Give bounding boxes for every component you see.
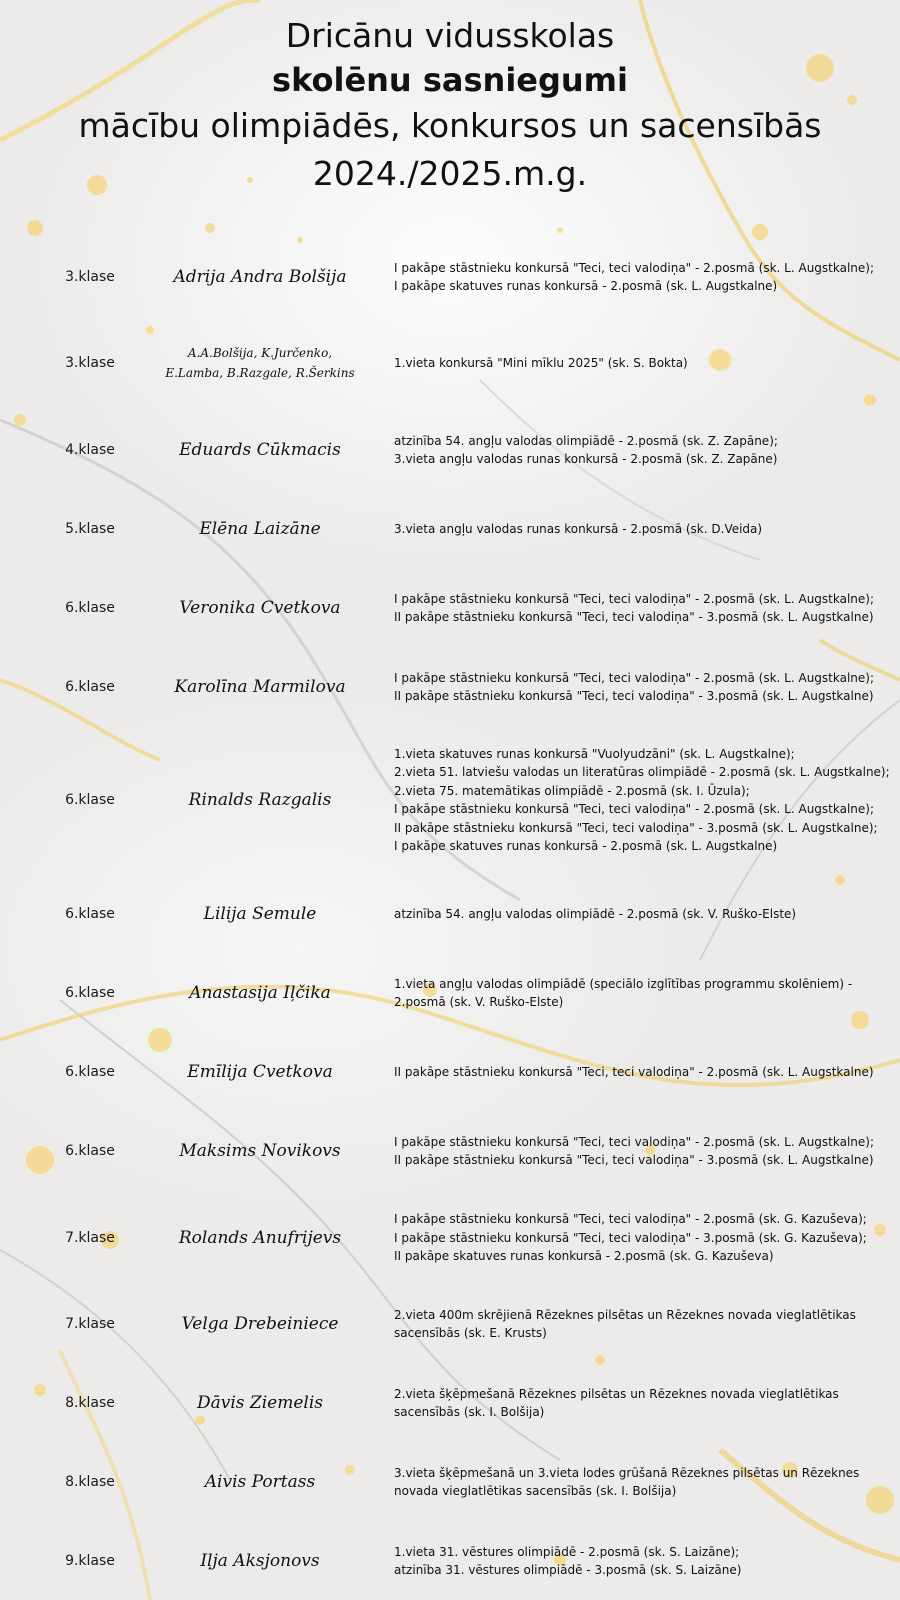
student-name: Velga Drebeiniece [181, 1314, 339, 1334]
achievement-line: 2.vieta 400m skrējienā Rēzeknes pilsētas un Rēzeknes novada vieglatlētikas sacensībās (sk. E. Krusts) [394, 1307, 856, 1340]
class-label: 5.klase [65, 521, 115, 537]
achievement-line: 3.vieta angļu valodas runas konkursā - 2.posmā (sk. D.Veida) [394, 521, 763, 536]
student-name: Rolands Anufrijevs [178, 1228, 342, 1248]
achievement-line: II pakāpe stāstnieku konkursā "Teci, teci valodiņa" - 2.posmā (sk. L. Augstkalne) [394, 1064, 874, 1079]
class-label: 6.klase [65, 906, 115, 922]
achievement-row [0, 652, 900, 722]
achievement-line: I pakāpe skatuves runas konkursā - 2.posmā (sk. L. Augstkalne) [394, 279, 778, 293]
achievement-line: I pakāpe stāstnieku konkursā "Teci, teci valodiņa" - 2.posmā (sk. L. Augstkalne); [394, 591, 875, 606]
achievements-text [394, 1526, 894, 1596]
achievement-line: 2.vieta 51. latviešu valodas un literatūras olimpiādē - 2.posmā (sk. L. Augstkalne); [394, 765, 890, 779]
student-name: Aivis Portass [204, 1472, 316, 1492]
achievement-line: 1.vieta konkursā "Mini mīklu 2025" (sk. S. Bokta) [394, 355, 688, 370]
achievement-row [0, 958, 900, 1028]
achievement-line: I pakāpe stāstnieku konkursā "Teci, teci valodiņa" - 2.posmā (sk. L. Augstkalne); [394, 802, 875, 816]
achievement-row [0, 1447, 900, 1517]
achievement-line: 2.vieta 75. matemātikas olimpiādē - 2.posmā (sk. I. Ūzula); [394, 783, 750, 798]
achievement-line: I pakāpe stāstnieku konkursā "Teci, teci valodiņa" - 2.posmā (sk. L. Augstkalne); [394, 260, 875, 275]
student-name: Rinalds Razgalis [188, 790, 332, 810]
achievement-line: atzinība 54. angļu valodas olimpiādē - 2.posmā (sk. Z. Zapāne); [394, 433, 778, 448]
achievements-text [394, 1289, 894, 1359]
class-label: 6.klase [65, 1143, 115, 1159]
achievement-line: II pakāpe skatuves runas konkursā - 2.posmā (sk. G. Kazuševa) [394, 1249, 774, 1264]
student-name: Dāvis Ziemelis [196, 1393, 324, 1413]
achievements-text [394, 494, 894, 564]
achievement-line: atzinība 54. angļu valodas olimpiādē - 2.posmā (sk. V. Ruško-Elste) [394, 906, 797, 921]
achievement-line: II pakāpe stāstnieku konkursā "Teci, teci valodiņa" - 3.posmā (sk. L. Augstkalne) [394, 610, 874, 624]
achievement-row [0, 1037, 900, 1107]
achievement-line: I pakāpe stāstnieku konkursā "Teci, teci valodiņa" - 3.posmā (sk. G. Kazuševa); [394, 1230, 867, 1245]
achievement-line: I pakāpe skatuves runas konkursā - 2.posmā (sk. L. Augstkalne) [394, 839, 778, 853]
class-label: 8.klase [65, 1474, 115, 1490]
student-name: Veronika Cvetkova [179, 598, 341, 618]
class-label: 3.klase [65, 355, 115, 371]
achievement-line: 1.vieta skatuves runas konkursā "Vuolyudzāni" (sk. L. Augstkalne); [394, 746, 795, 761]
achievement-line: II pakāpe stāstnieku konkursā "Teci, teci valodiņa" - 3.posmā (sk. L. Augstkalne) [394, 689, 874, 703]
achievement-line: 2.vieta šķēpmešanā Rēzeknes pilsētas un Rēzeknes novada vieglatlētikas sacensībās (sk. I. Bolšija) [394, 1386, 839, 1419]
achievements-text [394, 735, 894, 865]
achievement-line: 1.vieta 31. vēstures olimpiādē - 2.posmā (sk. S. Laizāne); [394, 1544, 740, 1559]
achievements-text [394, 652, 894, 722]
class-label: 6.klase [65, 600, 115, 616]
poster-title: skolēnu sasniegumi [272, 61, 628, 99]
achievement-line: 3.vieta angļu valodas runas konkursā - 2.posmā (sk. Z. Zapāne) [394, 452, 778, 466]
achievements-text [394, 1447, 894, 1517]
achievement-row [0, 242, 900, 312]
achievements-text [394, 415, 894, 485]
student-name: Emīlija Cvetkova [187, 1062, 333, 1082]
achievements-text [394, 1198, 894, 1278]
class-label: 6.klase [65, 792, 115, 808]
achievement-row [0, 1116, 900, 1186]
achievements-text [394, 958, 894, 1028]
achievements-text [394, 1368, 894, 1438]
achievement-line: 3.vieta šķēpmešanā un 3.vieta lodes grūšanā Rēzeknes pilsētas un Rēzeknes novada vieglatlētikas sacensībās (sk. I. Bolšija) [394, 1465, 860, 1498]
achievement-row [0, 415, 900, 485]
achievements-text [394, 1116, 894, 1186]
achievement-row [0, 879, 900, 949]
class-label: 9.klase [65, 1553, 115, 1569]
achievement-line: I pakāpe stāstnieku konkursā "Teci, teci valodiņa" - 2.posmā (sk. G. Kazuševa); [394, 1212, 867, 1227]
class-label: 3.klase [65, 269, 115, 285]
achievement-line: atzinība 31. vēstures olimpiādē - 3.posmā (sk. S. Laizāne) [394, 1563, 742, 1577]
class-label: 8.klase [65, 1395, 115, 1411]
class-label: 6.klase [65, 1064, 115, 1080]
class-label: 4.klase [65, 442, 115, 458]
student-name: Anastasija Iļčika [189, 983, 331, 1003]
achievements-text [394, 328, 894, 398]
student-name: Maksims Novikovs [179, 1141, 341, 1161]
achievement-row [0, 1368, 900, 1438]
achievement-row [0, 1526, 900, 1596]
student-name: Lilija Semule [203, 904, 317, 924]
achievement-line: 1.vieta angļu valodas olimpiādē (speciālo izglītības programmu skolēniem) - 2.posmā (sk. V. Ruško-Elste) [394, 976, 853, 1009]
class-label: 7.klase [65, 1316, 115, 1332]
achievement-line: II pakāpe stāstnieku konkursā "Teci, teci valodiņa" - 3.posmā (sk. L. Augstkalne); [394, 820, 878, 835]
student-name: Eduards Cūkmacis [179, 440, 341, 460]
poster-subtitle: mācību olimpiādēs, konkursos un sacensībās [78, 106, 822, 145]
achievements-text [394, 573, 894, 643]
student-name: Adrija Andra Bolšija [173, 267, 347, 287]
class-label: 6.klase [65, 679, 115, 695]
school-year: 2024./2025.m.g. [312, 154, 588, 193]
class-label: 7.klase [65, 1230, 115, 1246]
achievement-line: II pakāpe stāstnieku konkursā "Teci, teci valodiņa" - 3.posmā (sk. L. Augstkalne) [394, 1153, 874, 1167]
achievement-row [0, 573, 900, 643]
achievement-line: I pakāpe stāstnieku konkursā "Teci, teci valodiņa" - 2.posmā (sk. L. Augstkalne); [394, 1134, 875, 1149]
class-label: 6.klase [65, 985, 115, 1001]
achievement-row [0, 1289, 900, 1359]
achievement-row [0, 328, 900, 398]
achievement-row [0, 735, 900, 865]
achievements-text [394, 879, 894, 949]
achievements-text [394, 242, 894, 312]
student-name: Karolīna Marmilova [174, 677, 346, 697]
poster-header [0, 14, 900, 198]
achievements-text [394, 1037, 894, 1107]
achievement-row [0, 1198, 900, 1278]
achievement-row [0, 494, 900, 564]
student-name: A.A.Bolšija, K.Jurčenko, E.Lamba, B.Razgale, R.Šerkins [165, 346, 355, 380]
student-name: Elēna Laizāne [199, 519, 321, 539]
school-name: Dricānu vidusskolas [285, 16, 615, 55]
student-name: Iļja Aksjonovs [200, 1551, 320, 1571]
achievement-line: I pakāpe stāstnieku konkursā "Teci, teci valodiņa" - 2.posmā (sk. L. Augstkalne); [394, 670, 875, 685]
